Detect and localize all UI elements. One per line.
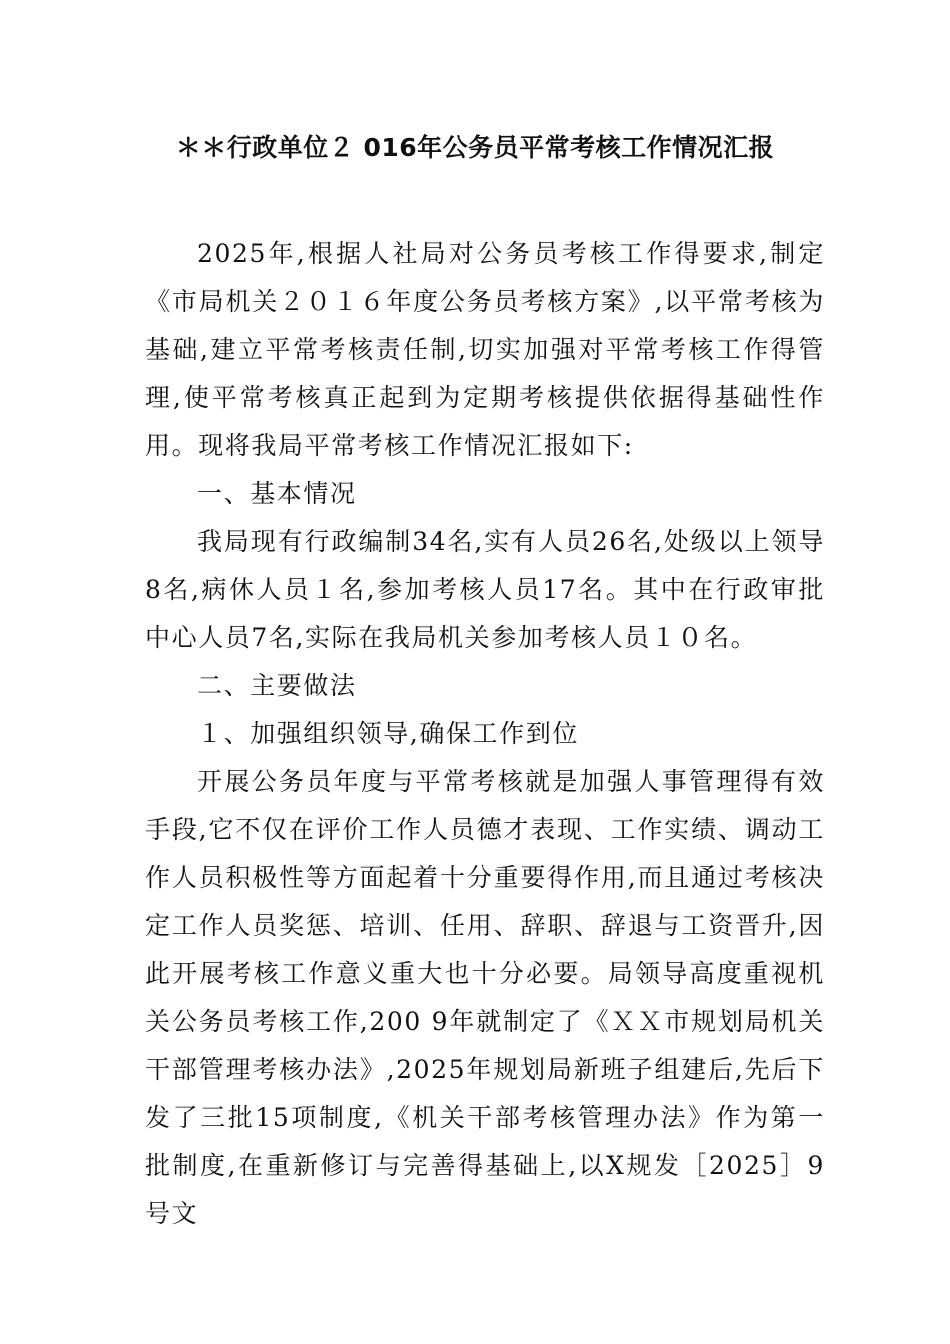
paragraph-staffing: 我局现有行政编制34名,实有人员26名,处级以上领导8名,病休人员１名,参加考核人员17名。其中在行政审批中心人员7名,实际在我局机关参加考核人员１０名。 [145,527,825,652]
subsection-heading-leadership: １、加强组织领导,确保工作到位 [197,719,579,748]
section-heading-basic-situation: 一、基本情况 [197,479,357,508]
document-body [145,230,825,1238]
paragraph-assessment-importance: 开展公务员年度与平常考核就是加强人事管理得有效手段,它不仅在评价工作人员德才表现、工作实绩、调动工作人员积极性等方面起着十分重要得作用,而且通过考核决定工作人员奖惩、培训、任用、辞职、辞退与工资晋升,因此开展考核工作意义重大也十分必要。局领导高度重视机关公务员考核工作,200 9年就制定了《ＸＸ市规划局机关干部管理考核办法》,2025年规划局新班子组建后,先后下发了三批15项制度,《机关干部考核管理办法》作为第一批制度,在重新修订与完善得基础上,以X规发［2025］9号文 [145,767,825,1228]
section-heading-main-practices: 二、主要做法 [197,671,357,700]
document-title: ＊＊行政单位２ 016年公务员平常考核工作情况汇报 [175,133,775,162]
paragraph-intro: 2025年,根据人社局对公务员考核工作得要求,制定《市局机关２０１６年度公务员考核方案》,以平常考核为基础,建立平常考核责任制,切实加强对平常考核工作得管理,使平常考核真正起到为定期考核提供依据得基础性作用。现将我局平常考核工作情况汇报如下: [145,239,825,460]
